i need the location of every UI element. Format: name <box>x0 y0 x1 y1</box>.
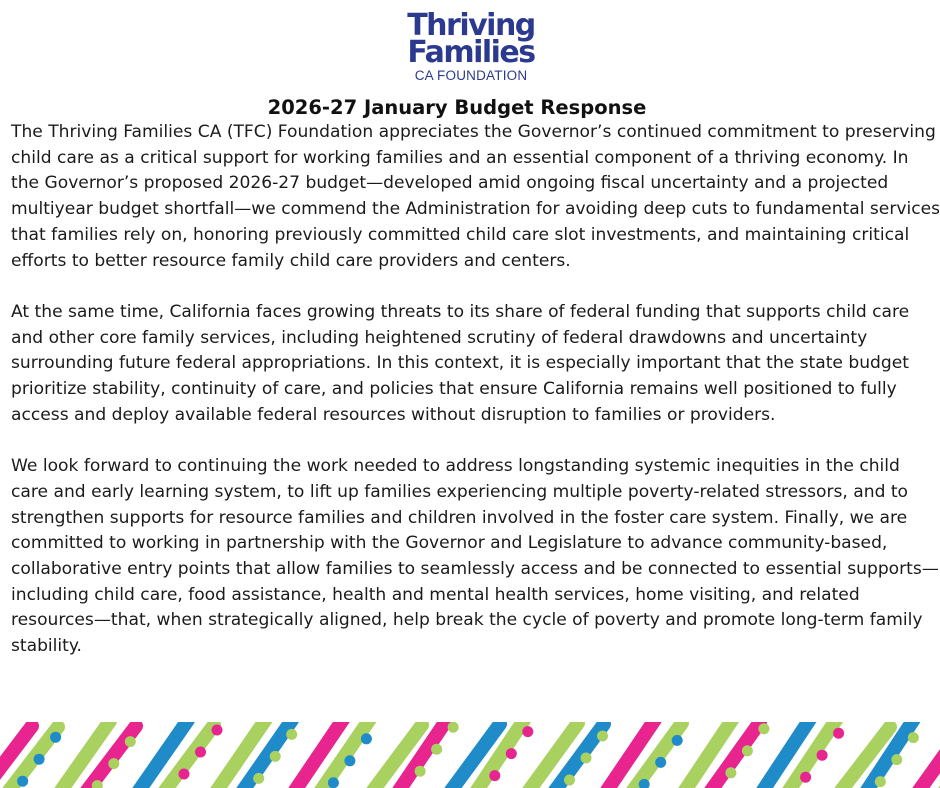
pattern-dot <box>597 731 608 742</box>
pattern-dot <box>415 766 426 777</box>
pattern-dot <box>328 777 339 788</box>
pattern-dot <box>448 722 459 733</box>
pattern-dot <box>286 729 297 740</box>
pattern-dot <box>179 769 190 780</box>
decorative-stripe-pattern <box>0 722 940 788</box>
pattern-dot <box>817 750 828 761</box>
pattern-dot <box>875 776 886 787</box>
pattern-dash <box>918 722 940 788</box>
pattern-dot <box>725 767 736 778</box>
pattern-dot <box>108 758 119 769</box>
pattern-dot <box>908 732 919 743</box>
pattern-dot <box>431 744 442 755</box>
pattern-dot <box>800 772 811 783</box>
pattern-dot <box>195 747 206 758</box>
document-title: 2026-27 January Budget Response <box>267 96 647 119</box>
logo-wordmark-thriving: Thriving <box>407 8 535 43</box>
pattern-dot <box>125 736 136 747</box>
pattern-dot <box>522 726 533 737</box>
pattern-dot <box>581 753 592 764</box>
foundation-logo <box>395 8 547 84</box>
pattern-dot <box>672 735 683 746</box>
pattern-dot <box>742 745 753 756</box>
pattern-dot <box>655 757 666 768</box>
pattern-dot <box>489 770 500 781</box>
document-body <box>11 120 940 685</box>
pattern-dot <box>833 728 844 739</box>
pattern-dot <box>758 723 769 734</box>
pattern-dot <box>253 773 264 784</box>
pattern-dot <box>564 775 575 786</box>
pattern-dot <box>50 732 61 743</box>
paragraph-1: The Thriving Families CA (TFC) Foundation appreciates the Governor’s continued commitment to preserving child care as a critical support for working families and an essential component of a thriving economy. In the Governor’s proposed 2026-27 budget—developed amid ongoing fiscal uncertainty and a projected multiyear budget shortfall—we commend the Administration for avoiding deep cuts to fundamental services that families rely on, honoring previously committed child care slot investments, and maintaining critical efforts to better resource family child care providers and centers. <box>11 122 940 271</box>
logo-wordmark-families: Families <box>407 35 535 70</box>
pattern-dot <box>34 754 45 765</box>
pattern-dot <box>506 748 517 759</box>
pattern-dot <box>344 755 355 766</box>
pattern-dot <box>17 776 28 787</box>
pattern-dot <box>891 754 902 765</box>
pattern-dot <box>361 733 372 744</box>
logo-subtitle: CA FOUNDATION <box>414 68 528 83</box>
pattern-dot <box>270 751 281 762</box>
paragraph-2: At the same time, California faces growing threats to its share of federal funding that supports child care and other core family services, including heightened scrutiny of federal drawdowns and uncertainty surrounding future federal appropriations. In this context, it is especially important that the state budget prioritize stability, continuity of care, and policies that ensure California remains well positioned to fully access and deploy available federal resources without disruption to families or providers. <box>11 301 910 425</box>
pattern-dot <box>212 725 223 736</box>
paragraph-3: We look forward to continuing the work needed to address longstanding systemic inequities in the child care and early learning system, to lift up families experiencing multiple poverty-related stressors, and to strengthen supports for resource families and children involved in the foster care system. Finally, we are committed to working in partnership with the Governor and Legislature to advance community-based, collaborative entry points that allow families to seamlessly access and be connected to essential supports—including child care, food assistance, health and mental health services, home visiting, and related resources—that, when strategically aligned, help break the cycle of poverty and promote long-term family stability. <box>11 456 939 657</box>
